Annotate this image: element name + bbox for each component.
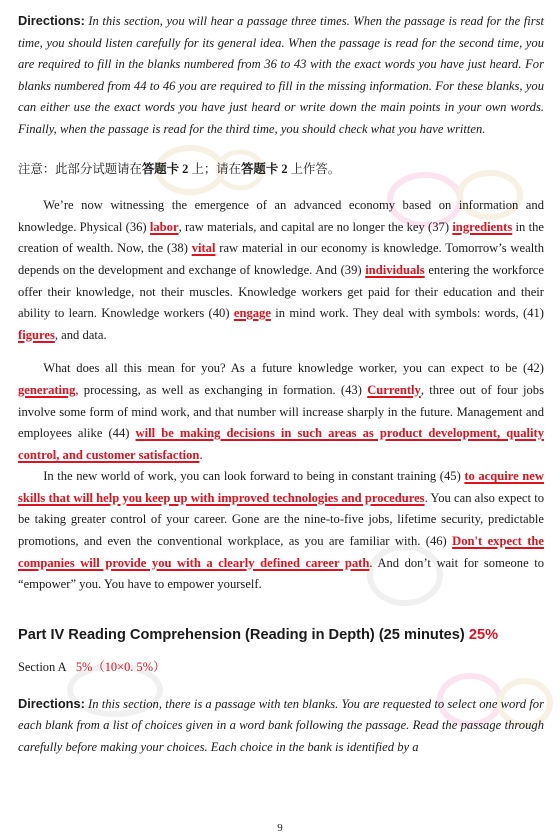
part-iv-heading — [18, 623, 544, 647]
passage-text: , three out of four jobs involve some form of mind work, and that number will increase sharply in the future. Management and employees alike (44) — [18, 382, 545, 441]
answer-37: ingredients — [452, 219, 513, 234]
passage-text: , raw materials, and capital are no longer the key (37) — [178, 219, 453, 234]
passage-text: in mind work. They deal with symbols: words, (41) — [270, 306, 544, 321]
answer-36: labor — [149, 219, 179, 234]
passage-text: . You can also expect to be taking greater control of your career. Gone are the nine-to-five jobs, lifetime security, predictable promotions, and even the conventional workplace, as you are familiar with. (46) — [18, 490, 544, 549]
directions-text: In this section, there is a passage with ten blanks. You are requested to select one word for each blank from a list of choices given in a word bank following the passage. Read the passage through carefully before making your choices. Each choice in the bank is identified by a — [18, 696, 544, 755]
passage-paragraph-3 — [18, 466, 544, 596]
answer-40: engage — [233, 306, 271, 321]
note-text: 上；请在 — [188, 161, 242, 176]
passage-text: We’re now witnessing the emergence of an advanced economy based on information and knowledge. Physical (36) — [18, 198, 544, 234]
passage-text: . And don’t wait for someone to “empower” you. You have to empower yourself. — [18, 555, 544, 592]
directions-label: Directions: — [18, 13, 85, 28]
answer-44: will be making decisions in such areas as product development, quality control, and customer satisfaction — [18, 426, 544, 462]
directions-label: Directions: — [18, 695, 85, 711]
section-score: 5%（10×0. 5%） — [75, 659, 166, 674]
note-bold: 答题卡 2 — [141, 161, 189, 176]
passage-text: In the new world of work, you can look forward to being in constant training (45) — [43, 469, 465, 484]
part-percent: 25% — [468, 626, 499, 643]
passage-text: in the creation of wealth. Now, the (38) — [18, 219, 544, 256]
answer-39: individuals — [365, 262, 425, 277]
passage-text: . — [199, 447, 203, 462]
passage-text: What does all this mean for you? As a future knowledge worker, you can expect to be (42) — [43, 361, 544, 376]
passage-paragraph-2 — [18, 358, 544, 466]
answer-sheet-note — [18, 159, 544, 181]
section-a-heading — [18, 657, 544, 677]
note-bold: 答题卡 2 — [241, 161, 288, 176]
directions-text: In this section, you will hear a passage three times. When the passage is read for the first time, you should listen carefully for its general idea. When the passage is read for the second time, you are required to fill in the blanks numbered from 36 to 43 with the exact words you have just heard. For blanks numbered from 44 to 46 you are required to fill in the missing information. For these blanks, you can either use the exact words you have just heard or write down the main points in your own words. Finally, when the passage is read for the third time, you should check what you have written. — [18, 14, 544, 136]
page-number: 9 — [277, 822, 283, 834]
answer-41: figures — [18, 327, 55, 342]
directions-listening — [18, 10, 544, 141]
directions-reading — [18, 693, 544, 759]
passage-text: raw material in our economy is knowledge. Tomorrow’s wealth depends on the development and exchange of knowledge. And (39) — [18, 241, 544, 277]
note-text: 上作答。 — [287, 161, 341, 176]
passage-text: , processing, as well as exchanging in formation. (43) — [75, 382, 368, 397]
passage-text: entering the workforce offer their knowledge, not their muscles. Knowledge workers get paid for their education and their ability to learn. Knowledge workers (40) — [18, 262, 544, 321]
section-label: Section A — [18, 659, 67, 674]
answer-45: to acquire new skills that will help you keep up with improved technologies and procedures — [18, 469, 544, 505]
note-text: 注意：此部分试题请在 — [18, 161, 142, 176]
answer-46: Don't expect the companies will provide you with a clearly defined career path — [18, 534, 545, 570]
answer-38: vital — [191, 241, 216, 256]
part-title: Part IV Reading Comprehension (Reading in Depth) (25 minutes) — [18, 626, 469, 643]
answer-42: generating — [18, 382, 76, 397]
answer-43: Currently — [367, 382, 421, 397]
passage-text: , and data. — [54, 327, 107, 342]
passage-paragraph-1 — [18, 195, 544, 346]
document-page — [18, 10, 544, 759]
